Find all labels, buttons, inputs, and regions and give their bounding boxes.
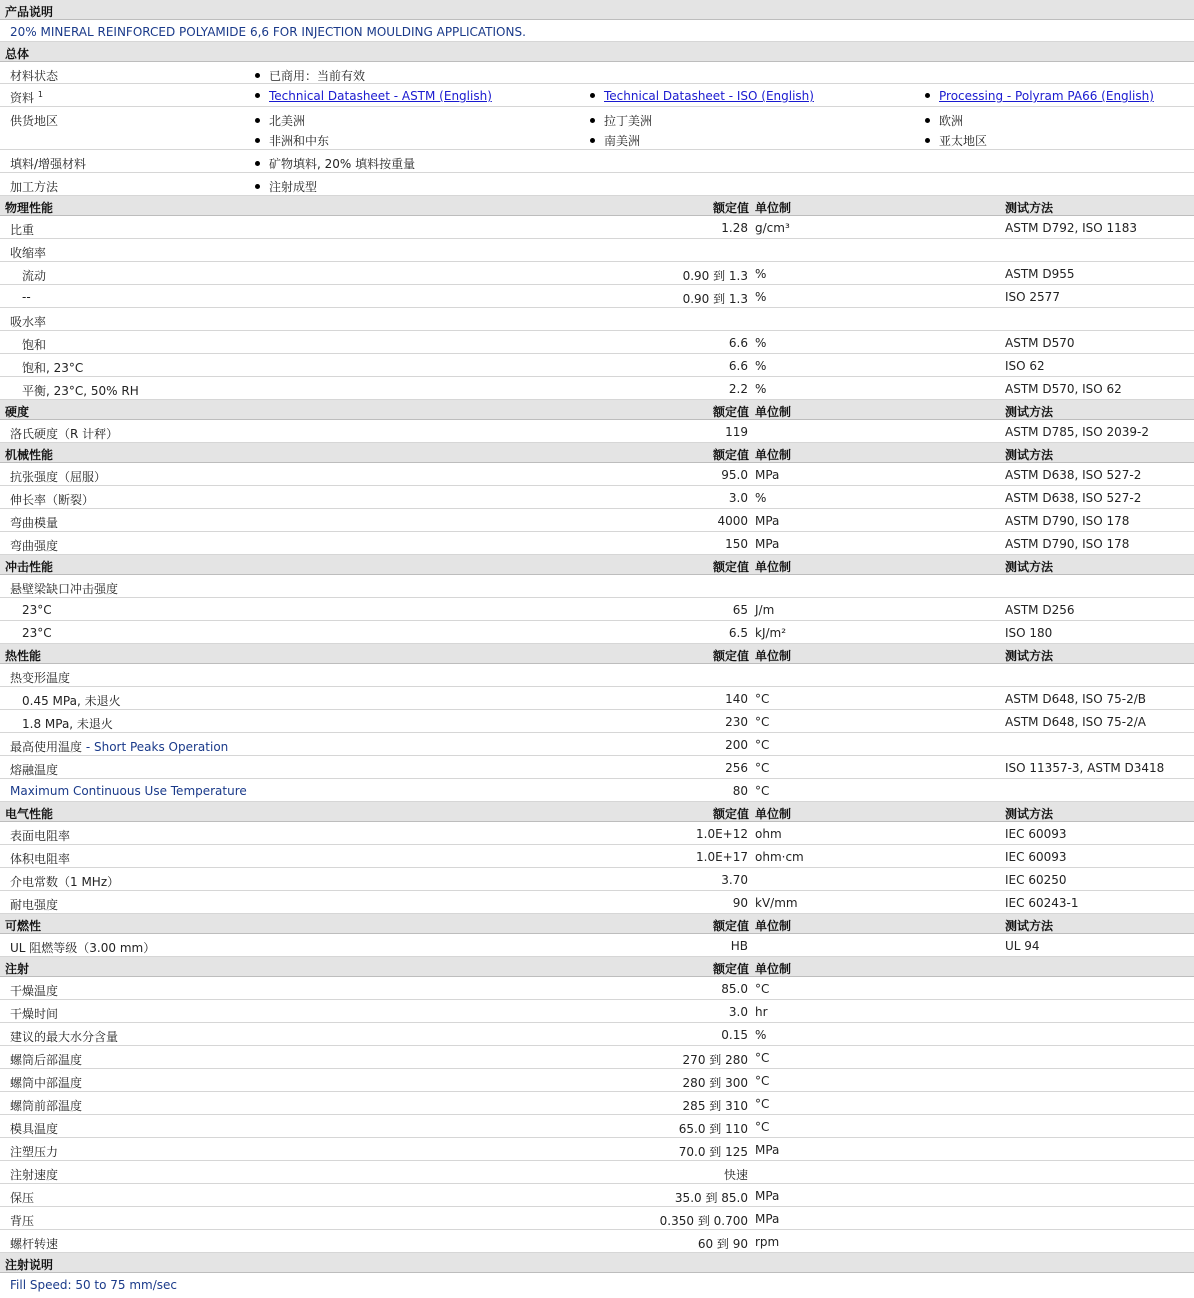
test-method: ASTM D790, ISO 178: [1005, 514, 1130, 528]
col-header-method: 测试方法: [1005, 448, 1054, 462]
section-header-electrical: [0, 802, 1194, 822]
property-unit: MPa: [755, 514, 780, 528]
col-header-value: 额定值: [712, 405, 749, 419]
property-value: 256: [725, 761, 748, 775]
doc-link-astm[interactable]: Technical Datasheet - ASTM (English): [269, 89, 492, 103]
bullet-icon: [255, 118, 260, 123]
property-label: 表面电阻率: [10, 829, 71, 843]
property-unit: %: [755, 290, 767, 304]
property-unit: °C: [755, 1120, 770, 1134]
property-label: 注射速度: [10, 1168, 59, 1182]
property-unit: °C: [755, 692, 770, 706]
test-method: ASTM D790, ISO 178: [1005, 537, 1130, 551]
property-label: 平衡, 23°C, 50% RH: [22, 384, 139, 398]
bullet-icon: [590, 138, 595, 143]
col-header-unit: 单位制: [755, 448, 792, 462]
table-row: [0, 575, 1194, 598]
property-label: 保压: [10, 1191, 35, 1205]
property-unit: MPa: [755, 1212, 780, 1226]
property-value: 200: [725, 738, 748, 752]
table-row: [0, 710, 1194, 733]
col-header-value: 额定值: [712, 962, 749, 976]
region-item: 非洲和中东: [255, 132, 329, 149]
col-header-value: 额定值: [712, 919, 749, 933]
bullet-icon: [925, 118, 930, 123]
property-label: 模具温度: [10, 1122, 59, 1136]
doc-item: [255, 89, 492, 103]
table-row: [0, 756, 1194, 779]
label: 供货地区: [10, 114, 59, 128]
property-unit: °C: [755, 761, 770, 775]
table-row: [0, 687, 1194, 710]
bullet-icon: [255, 184, 260, 189]
col-header-method: 测试方法: [1005, 807, 1054, 821]
section-header-general: [0, 42, 1194, 62]
property-unit: kV/mm: [755, 896, 798, 910]
section-header-flammability: [0, 914, 1194, 934]
test-method: ASTM D648, ISO 75-2/B: [1005, 692, 1147, 706]
table-row: [0, 532, 1194, 555]
table-row: [0, 1092, 1194, 1115]
property-value: 35.0 到 85.0: [674, 1191, 748, 1205]
property-value: 0.350 到 0.700: [659, 1214, 748, 1228]
table-row: [0, 598, 1194, 621]
row-filler: [0, 150, 1194, 173]
region-item: 北美洲: [255, 112, 305, 129]
bullet-icon: [255, 161, 260, 166]
doc-link-iso[interactable]: Technical Datasheet - ISO (English): [604, 89, 814, 103]
test-method: ISO 180: [1005, 626, 1053, 640]
col-header-unit: 单位制: [755, 560, 792, 574]
col-header-method: 测试方法: [1005, 560, 1054, 574]
table-row: [0, 1184, 1194, 1207]
property-label: 1.8 MPa, 未退火: [22, 717, 113, 731]
product-description: 20% MINERAL REINFORCED POLYAMIDE 6,6 FOR INJECTION MOULDING APPLICATIONS.: [10, 25, 526, 39]
bullet-icon: [925, 138, 930, 143]
section-title: 产品说明: [5, 5, 54, 19]
table-row: [0, 239, 1194, 262]
test-method: ASTM D792, ISO 1183: [1005, 221, 1138, 235]
property-label: 熔融温度: [10, 763, 59, 777]
section-title: 总体: [5, 47, 30, 61]
property-unit: ohm·cm: [755, 850, 804, 864]
property-value: HB: [730, 939, 748, 953]
table-row: [0, 621, 1194, 644]
col-header-value: 额定值: [712, 649, 749, 663]
table-row: [0, 463, 1194, 486]
property-value: 3.70: [721, 873, 748, 887]
row-documents: [0, 84, 1194, 107]
table-row: [0, 420, 1194, 443]
property-unit: MPa: [755, 537, 780, 551]
property-value: 6.6: [728, 359, 748, 373]
col-header-unit: 单位制: [755, 919, 792, 933]
property-label: 弯曲模量: [10, 516, 59, 530]
property-value: 65: [732, 603, 748, 617]
bullet-icon: [255, 73, 260, 78]
section-title: 物理性能: [5, 201, 54, 215]
section-title: 注射: [5, 962, 30, 976]
injection-notes-row: [0, 1273, 1194, 1295]
property-label: 热变形温度: [10, 671, 71, 685]
row-material-status: [0, 62, 1194, 84]
property-unit: MPa: [755, 468, 780, 482]
test-method: IEC 60093: [1005, 850, 1067, 864]
region-item: 拉丁美洲: [590, 112, 652, 129]
doc-link-processing[interactable]: Processing - Polyram PA66 (English): [939, 89, 1154, 103]
injection-notes: Fill Speed: 50 to 75 mm/sec: [10, 1278, 178, 1292]
property-label: 饱和, 23°C: [22, 361, 84, 375]
col-header-unit: 单位制: [755, 649, 792, 663]
property-label: 介电常数（1 MHz）: [10, 875, 120, 889]
table-row: [0, 262, 1194, 285]
property-label: 抗张强度（屈服）: [10, 470, 107, 484]
col-header-value: 额定值: [712, 807, 749, 821]
test-method: IEC 60093: [1005, 827, 1067, 841]
property-value: 60 到 90: [697, 1237, 748, 1251]
property-label: 耐电强度: [10, 898, 59, 912]
table-row: [0, 308, 1194, 331]
section-title: 硬度: [5, 405, 30, 419]
col-header-value: 额定值: [712, 448, 749, 462]
process-item: 注射成型: [255, 178, 317, 195]
section-header-thermal: [0, 644, 1194, 664]
region-item: 亚太地区: [925, 132, 987, 149]
property-label: 螺筒中部温度: [10, 1076, 83, 1090]
test-method: ASTM D570: [1005, 336, 1075, 350]
property-label: 0.45 MPa, 未退火: [22, 694, 121, 708]
label: 加工方法: [10, 180, 59, 194]
col-header-method: 测试方法: [1005, 919, 1054, 933]
property-unit: °C: [755, 1097, 770, 1111]
property-label: 洛氏硬度（R 计秤）: [10, 427, 119, 441]
test-method: ASTM D570, ISO 62: [1005, 382, 1122, 396]
table-row: [0, 779, 1194, 802]
test-method: ASTM D638, ISO 527-2: [1005, 468, 1142, 482]
test-method: ASTM D785, ISO 2039-2: [1005, 425, 1150, 439]
table-row: [0, 891, 1194, 914]
property-unit: °C: [755, 715, 770, 729]
col-header-unit: 单位制: [755, 405, 792, 419]
property-value: 80: [732, 784, 748, 798]
property-label: 干燥时间: [10, 1007, 59, 1021]
property-label: 伸长率（断裂）: [10, 493, 95, 507]
table-row: [0, 845, 1194, 868]
table-row: [0, 216, 1194, 239]
bullet-icon: [925, 93, 930, 98]
product-description-row: [0, 20, 1194, 42]
table-row: [0, 377, 1194, 400]
row-processing-method: [0, 173, 1194, 196]
property-unit: ohm: [755, 827, 782, 841]
property-label: 弯曲强度: [10, 539, 59, 553]
property-label: 23°C: [22, 626, 52, 640]
table-row: [0, 868, 1194, 891]
property-unit: °C: [755, 1051, 770, 1065]
property-label: 比重: [10, 223, 35, 237]
property-value: 230: [725, 715, 748, 729]
property-label: 饱和: [22, 338, 47, 352]
property-value: 6.5: [728, 626, 748, 640]
table-row: [0, 354, 1194, 377]
property-value: 280 到 300: [682, 1076, 748, 1090]
section-header-injection: [0, 957, 1194, 977]
property-value: 0.15: [721, 1028, 748, 1042]
property-label: 注塑压力: [10, 1145, 59, 1159]
property-value: 3.0: [728, 491, 748, 505]
property-value: 85.0: [721, 982, 748, 996]
property-label: 螺杆转速: [10, 1237, 59, 1251]
table-row: [0, 285, 1194, 308]
bullet-icon: [255, 138, 260, 143]
section-header-product-description: [0, 0, 1194, 20]
bullet-icon: [590, 118, 595, 123]
property-unit: %: [755, 1028, 767, 1042]
property-label: 螺筒后部温度: [10, 1053, 83, 1067]
property-label: 收缩率: [10, 246, 47, 260]
label: 填料/增强材料: [10, 157, 87, 171]
property-label: 干燥温度: [10, 984, 59, 998]
property-value: 4000: [717, 514, 748, 528]
property-unit: rpm: [755, 1235, 780, 1249]
table-row: [0, 1023, 1194, 1046]
property-value: 1.28: [721, 221, 748, 235]
filler-item: 矿物填料, 20% 填料按重量: [255, 155, 415, 172]
test-method: IEC 60250: [1005, 873, 1067, 887]
property-value: 3.0: [728, 1005, 748, 1019]
property-value: 285 到 310: [682, 1099, 748, 1113]
property-label: 吸水率: [10, 315, 47, 329]
test-method: ISO 62: [1005, 359, 1045, 373]
property-unit: %: [755, 267, 767, 281]
property-unit: kJ/m²: [755, 626, 787, 640]
col-header-unit: 单位制: [755, 807, 792, 821]
property-unit: °C: [755, 784, 770, 798]
col-header-unit: 单位制: [755, 201, 792, 215]
table-row: [0, 331, 1194, 354]
property-unit: %: [755, 359, 767, 373]
table-row: [0, 1046, 1194, 1069]
property-value: 95.0: [721, 468, 748, 482]
property-label: 23°C: [22, 603, 52, 617]
property-value: 140: [725, 692, 748, 706]
property-value: 70.0 到 125: [678, 1145, 748, 1159]
table-row: [0, 1230, 1194, 1253]
table-row: [0, 1115, 1194, 1138]
property-unit: MPa: [755, 1189, 780, 1203]
property-unit: MPa: [755, 1143, 780, 1157]
col-header-method: 测试方法: [1005, 649, 1054, 663]
property-unit: %: [755, 382, 767, 396]
property-value: 0.90 到 1.3: [682, 292, 748, 306]
property-unit: J/m: [755, 603, 775, 617]
property-unit: g/cm³: [755, 221, 790, 235]
property-unit: °C: [755, 1074, 770, 1088]
property-value: 90: [732, 896, 748, 910]
status-item: 已商用：当前有效: [255, 67, 365, 84]
table-row: [0, 977, 1194, 1000]
test-method: ISO 2577: [1005, 290, 1060, 304]
property-label: 螺筒前部温度: [10, 1099, 83, 1113]
col-header-value: 额定值: [712, 560, 749, 574]
table-row: [0, 1207, 1194, 1230]
property-unit: °C: [755, 738, 770, 752]
table-row: [0, 664, 1194, 687]
section-header-impact: [0, 555, 1194, 575]
property-value: 1.0E+12: [696, 827, 748, 841]
label: 材料状态: [10, 69, 59, 83]
test-method: ASTM D638, ISO 527-2: [1005, 491, 1142, 505]
property-value: 119: [725, 425, 748, 439]
property-value: 65.0 到 110: [678, 1122, 748, 1136]
property-unit: %: [755, 491, 767, 505]
property-unit: %: [755, 336, 767, 350]
property-value: 6.6: [728, 336, 748, 350]
col-header-method: 测试方法: [1005, 405, 1054, 419]
region-item: 欧洲: [925, 112, 963, 129]
section-header-injection-notes: [0, 1253, 1194, 1273]
test-method: ISO 11357-3, ASTM D3418: [1005, 761, 1165, 775]
property-value: 270 到 280: [682, 1053, 748, 1067]
property-label: 最高使用温度 - Short Peaks Operation: [10, 740, 229, 754]
section-title: 冲击性能: [5, 560, 54, 574]
col-header-value: 额定值: [712, 201, 749, 215]
doc-item: [590, 89, 814, 103]
property-value: 0.90 到 1.3: [682, 269, 748, 283]
test-method: ASTM D256: [1005, 603, 1075, 617]
table-row: [0, 1138, 1194, 1161]
col-header-method: 测试方法: [1005, 201, 1054, 215]
col-header-unit: 单位制: [755, 962, 792, 976]
section-header-hardness: [0, 400, 1194, 420]
section-header-physical: [0, 196, 1194, 216]
table-row: [0, 1161, 1194, 1184]
table-row: [0, 934, 1194, 957]
table-row: [0, 733, 1194, 756]
property-label: 背压: [10, 1214, 35, 1228]
property-value: 1.0E+17: [696, 850, 748, 864]
region-item: 南美洲: [590, 132, 640, 149]
property-value: 150: [725, 537, 748, 551]
property-label: 流动: [22, 269, 47, 283]
property-label: UL 阻燃等级（3.00 mm）: [10, 941, 156, 955]
section-title: 注射说明: [5, 1258, 54, 1272]
doc-item: [925, 89, 1154, 103]
test-method: UL 94: [1005, 939, 1040, 953]
property-value: 2.2: [728, 382, 748, 396]
property-label: Maximum Continuous Use Temperature: [10, 784, 247, 798]
property-label: 悬壁梁缺口冲击强度: [10, 582, 119, 596]
property-unit: °C: [755, 982, 770, 996]
table-row: [0, 822, 1194, 845]
table-row: [0, 1000, 1194, 1023]
section-header-mechanical: [0, 443, 1194, 463]
test-method: IEC 60243-1: [1005, 896, 1079, 910]
bullet-icon: [255, 93, 260, 98]
property-label: 体积电阻率: [10, 852, 71, 866]
property-value: 快速: [723, 1168, 748, 1182]
test-method: ASTM D955: [1005, 267, 1075, 281]
section-title: 机械性能: [5, 448, 54, 462]
table-row: [0, 1069, 1194, 1092]
row-regions: [0, 107, 1194, 150]
test-method: ASTM D648, ISO 75-2/A: [1005, 715, 1146, 729]
section-title: 可燃性: [5, 919, 42, 933]
section-title: 热性能: [5, 649, 42, 663]
property-unit: hr: [755, 1005, 768, 1019]
table-row: [0, 486, 1194, 509]
section-title: 电气性能: [5, 807, 54, 821]
label: 资料 $^1$: [10, 90, 43, 105]
property-label: 建议的最大水分含量: [10, 1030, 119, 1044]
table-row: [0, 509, 1194, 532]
bullet-icon: [590, 93, 595, 98]
property-label: --: [22, 290, 31, 304]
